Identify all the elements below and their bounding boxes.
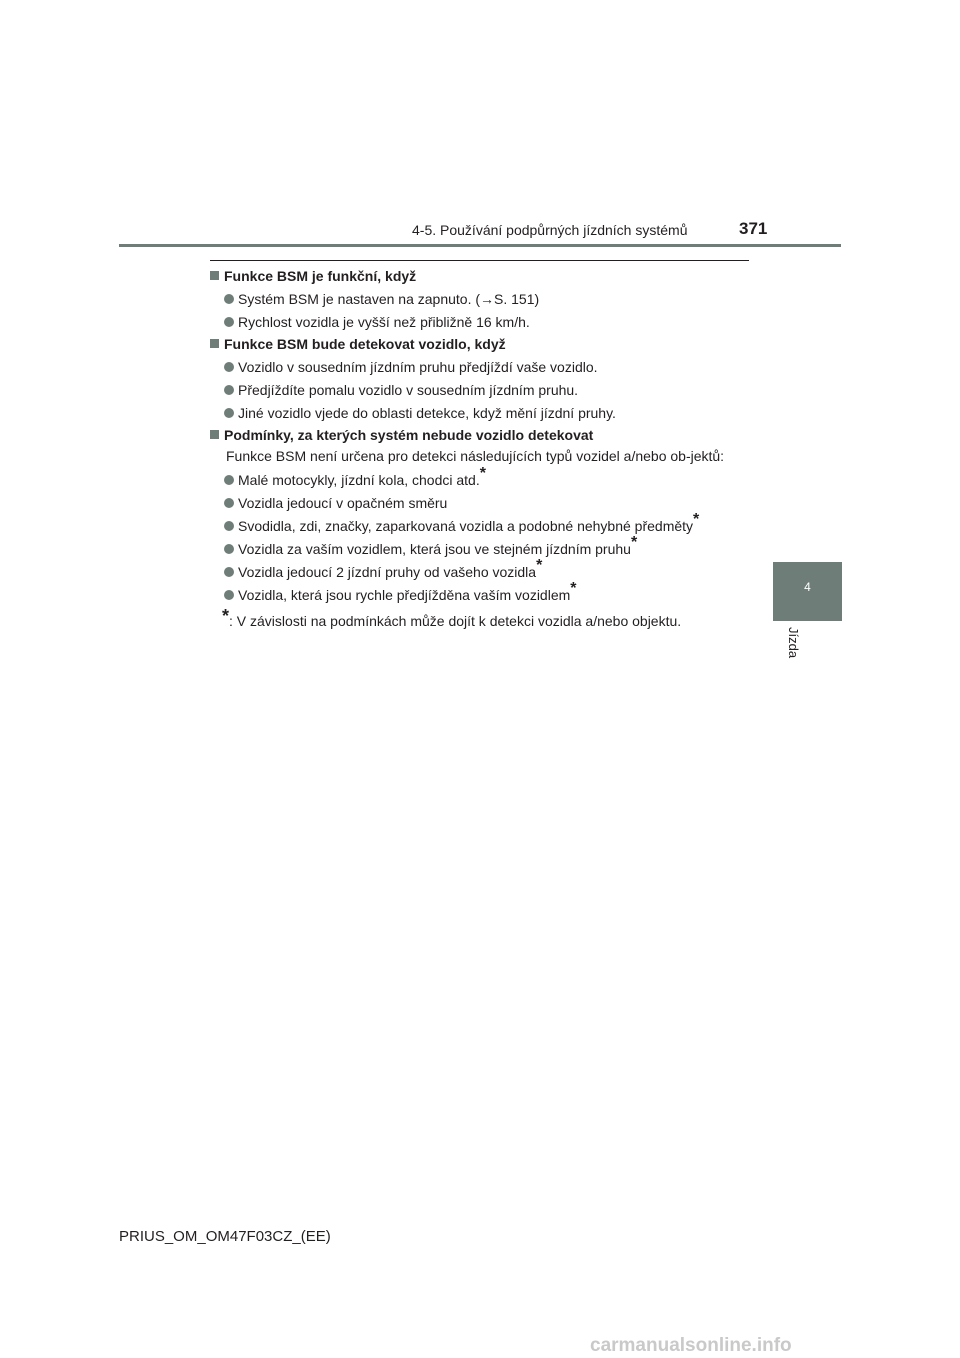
circle-bullet-icon <box>224 362 234 372</box>
header-rule <box>119 244 841 247</box>
circle-bullet-icon <box>224 475 234 485</box>
chapter-number: 4 <box>804 580 811 594</box>
circle-bullet-icon <box>224 567 234 577</box>
circle-bullet-icon <box>224 317 234 327</box>
chapter-name: Jízda <box>786 627 801 659</box>
list-item: Vozidla jedoucí v opačném směru <box>210 492 749 514</box>
section-heading: Podmínky, za kterých systém nebude vozidlo detekovat <box>210 424 749 446</box>
footnote-marker: * <box>630 534 638 551</box>
list-item: Svodidla, zdi, značky, zaparkovaná vozidla a podobné nehybné předměty* <box>210 515 749 537</box>
circle-bullet-icon <box>224 521 234 531</box>
list-item: Malé motocykly, jízdní kola, chodci atd.* <box>210 469 749 491</box>
footnote-marker: * <box>222 606 230 626</box>
chapter-tab <box>773 562 842 621</box>
footnote-marker: * <box>479 465 486 482</box>
square-bullet-icon <box>210 271 219 280</box>
section-heading: Funkce BSM je funkční, když <box>210 265 749 287</box>
list-item: Vozidla za vaším vozidlem, která jsou ve stejném jízdním pruhu* <box>210 538 749 560</box>
page-number: 371 <box>739 219 768 238</box>
footnote-marker: * <box>693 511 700 528</box>
section-heading: Funkce BSM bude detekovat vozidlo, když <box>210 333 749 355</box>
section-divider <box>210 260 749 261</box>
list-item: Systém BSM je nastaven na zapnuto. (→S. 151) <box>210 288 749 310</box>
circle-bullet-icon <box>224 590 234 600</box>
footnote-marker: * <box>570 580 577 597</box>
circle-bullet-icon <box>224 498 234 508</box>
circle-bullet-icon <box>224 408 234 418</box>
circle-bullet-icon <box>224 385 234 395</box>
document-code: PRIUS_OM_OM47F03CZ_(EE) <box>119 1228 331 1245</box>
square-bullet-icon <box>210 339 219 348</box>
list-item: Vozidla jedoucí 2 jízdní pruhy od vašeho vozidla* <box>210 561 749 583</box>
footnote: *: V závislosti na podmínkách může dojít k detekci vozidla a/nebo objektu. <box>222 606 682 629</box>
watermark: carmanualsonline.info <box>590 1335 792 1356</box>
list-item: Předjíždíte pomalu vozidlo v sousedním jízdním pruhu. <box>210 379 749 401</box>
section-title: 4-5. Používání podpůrných jízdních systémů <box>412 222 688 238</box>
circle-bullet-icon <box>224 544 234 554</box>
list-item: Rychlost vozidla je vyšší než přibližně 16 km/h. <box>210 311 749 333</box>
list-item: Vozidlo v sousedním jízdním pruhu předjíždí vaše vozidlo. <box>210 356 749 378</box>
circle-bullet-icon <box>224 294 234 304</box>
list-item: Vozidla, která jsou rychle předjížděna vaším vozidlem* <box>210 584 749 606</box>
list-item: Jiné vozidlo vjede do oblasti detekce, když mění jízdní pruhy. <box>210 402 749 424</box>
footnote-marker: * <box>536 557 543 574</box>
page-content <box>210 265 749 632</box>
square-bullet-icon <box>210 430 219 439</box>
section-intro: Funkce BSM není určena pro detekci následujících typů vozidel a/nebo ob-jektů: <box>226 448 725 464</box>
